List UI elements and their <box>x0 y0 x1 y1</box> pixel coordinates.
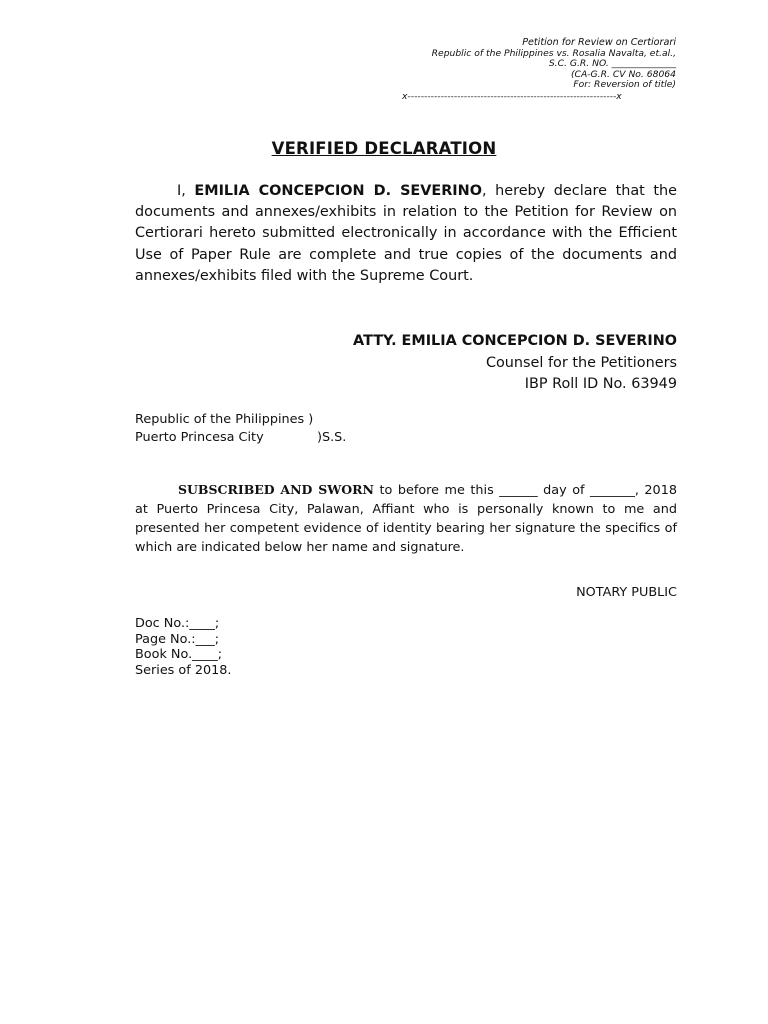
signatory-ibp: IBP Roll ID No. 63949 <box>524 376 677 392</box>
caption-sc-gr-no: S.C. G.R. NO. ______________ <box>548 58 676 70</box>
signatory-name: ATTY. EMILIA CONCEPCION D. SEVERINO <box>353 333 677 349</box>
jurat-body: to before me this ______ day of _______, 2018 at Puerto Princesa City, Palawan, Affiant who is personally known to me and presented her competent evidence of identity bearing her signature the specifics of which are indicated below her name and signature. <box>135 483 677 555</box>
jurat-lead: SUBSCRIBED AND SWORN <box>178 482 374 497</box>
case-caption <box>316 38 676 91</box>
declaration-body: , hereby declare that the documents and annexes/exhibits in relation to the Petition for Review on Certiorari hereto submitted electronically in accordance with the Efficient Use of Paper Rule are complete and true copies of the documents and annexes/exhibits filed with the Supreme Court. <box>135 183 678 284</box>
notarial-registry <box>135 616 231 678</box>
notary-public-label: NOTARY PUBLIC <box>576 585 677 600</box>
declaration-opening: I, <box>177 183 195 199</box>
venue-ss: )S.S. <box>317 429 347 445</box>
caption-ca-gr-no: (CA-G.R. CV No. 68064 <box>570 68 676 80</box>
registry-page-no: Page No.:___; <box>135 631 220 647</box>
signatory-block <box>300 331 677 396</box>
venue-city-row <box>135 429 347 447</box>
document-title <box>0 139 768 158</box>
venue-city: Puerto Princesa City <box>135 429 264 445</box>
caption-subject: For: Reversion of title) <box>573 79 676 91</box>
caption-title: Petition for Review on Certiorari <box>522 37 676 48</box>
document-title-text: VERIFIED DECLARATION <box>271 139 497 158</box>
caption-parties: Republic of the Philippines vs. Rosalia Navalta, et.al., <box>431 47 676 59</box>
registry-book-no: Book No.____; <box>135 647 223 662</box>
caption-rule: x---------------------------------------------------------------x <box>402 91 622 102</box>
venue-block <box>135 411 347 446</box>
declaration-paragraph <box>135 181 677 287</box>
registry-doc-no: Doc No.:____; <box>135 616 220 631</box>
signatory-role: Counsel for the Petitioners <box>485 354 677 371</box>
declarant-name: EMILIA CONCEPCION D. SEVERINO <box>194 183 482 199</box>
registry-series: Series of 2018. <box>135 662 232 678</box>
venue-republic: Republic of the Philippines ) <box>135 412 314 427</box>
jurat-paragraph <box>135 480 677 557</box>
